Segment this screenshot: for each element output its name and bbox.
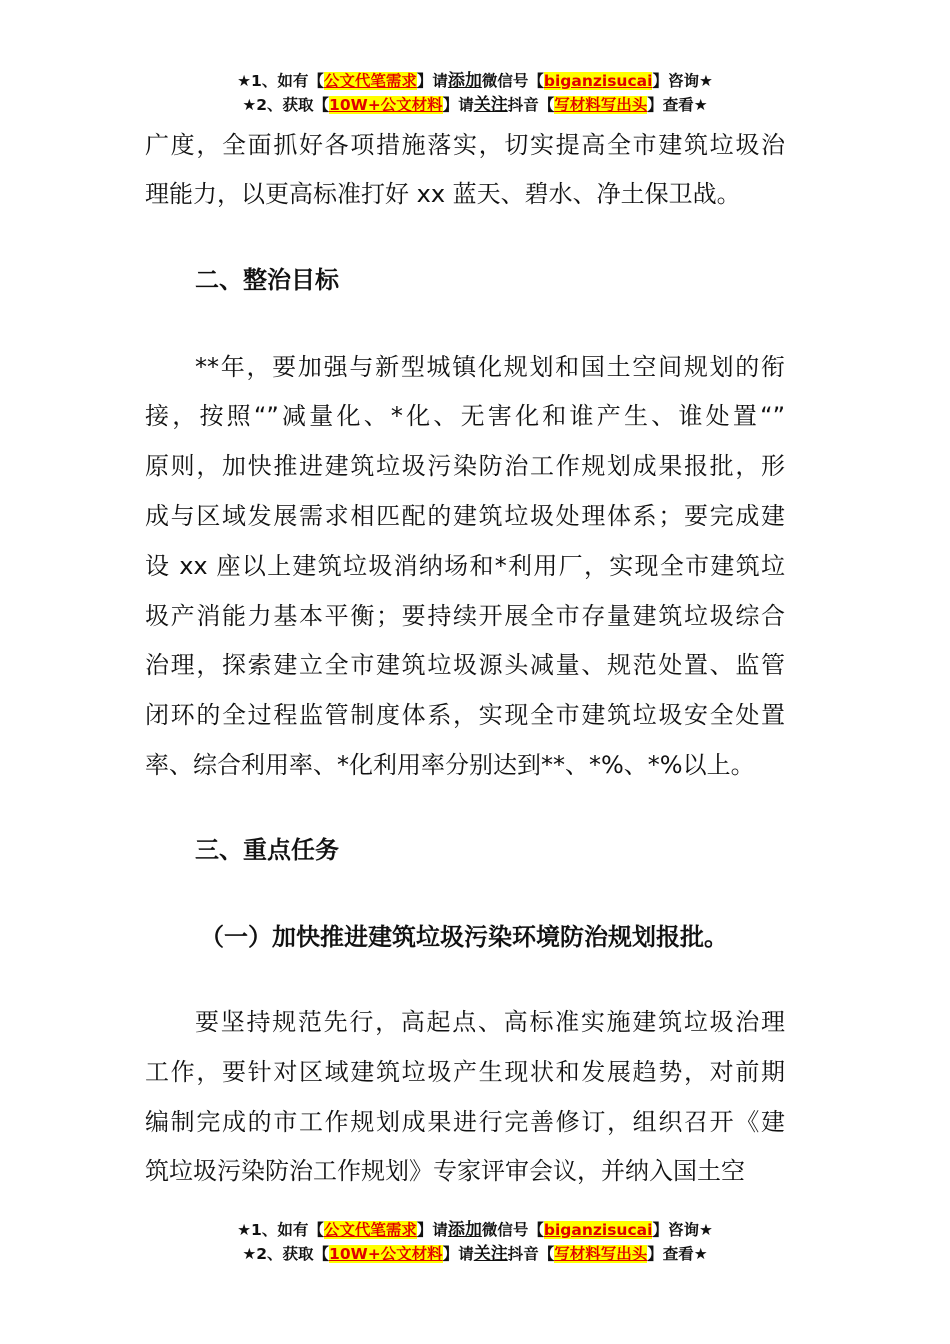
paragraph-line: 广度，全面抓好各项措施落实，切实提高全市建筑垃圾治	[145, 131, 785, 159]
paragraph-line: 原则，加快推进建筑垃圾污染防治工作规划成果报批，形	[145, 452, 785, 480]
banner-text: 抖音【	[507, 96, 555, 114]
paragraph-line: 率、综合利用率、*化利用率分别达到**、*%、*%以上。	[145, 751, 755, 779]
banner-line	[0, 93, 950, 117]
paragraph-line: 编制完成的市工作规划成果进行完善修订，组织召开《建	[145, 1108, 785, 1136]
banner-text: ★1、如有【	[237, 1221, 324, 1239]
subsection-heading: （一）加快推进建筑垃圾污染环境防治规划报批。	[200, 923, 728, 951]
banner-text: 关注	[473, 1244, 508, 1264]
banner-text: 】查看★	[647, 1245, 708, 1263]
paragraph-line: 圾产消能力基本平衡；要持续开展全市存量建筑垃圾综合	[145, 602, 785, 630]
section-heading: 二、整治目标	[195, 266, 339, 294]
paragraph-line: 理能力，以更高标准打好 xx 蓝天、碧水、净土保卫战。	[145, 180, 741, 208]
banner-text: 公文代笔需求	[323, 72, 417, 90]
banner-text: ★1、如有【	[237, 72, 324, 90]
paragraph-line: 治理，探索建立全市建筑垃圾源头减量、规范处置、监管	[145, 651, 785, 679]
banner-text: 添加	[447, 1220, 482, 1240]
paragraph-line: 成与区域发展需求相匹配的建筑垃圾处理体系；要完成建	[145, 502, 785, 530]
section-heading: 三、重点任务	[195, 836, 339, 864]
banner-text: 10W+公文材料	[329, 96, 443, 114]
banner-text: 写材料写出头	[554, 1245, 648, 1263]
header-banner	[0, 69, 950, 117]
banner-text: ★2、获取【	[242, 96, 330, 114]
banner-text: 10W+公文材料	[329, 1245, 443, 1263]
paragraph-line: 工作，要针对区域建筑垃圾产生现状和发展趋势，对前期	[145, 1058, 785, 1086]
banner-line	[0, 1242, 950, 1266]
banner-text: biganzisucai	[543, 1221, 653, 1239]
banner-text: 】请	[416, 72, 448, 90]
banner-line	[0, 69, 950, 93]
banner-text: 】咨询★	[652, 72, 713, 90]
paragraph-line: **年，要加强与新型城镇化规划和国土空间规划的衔	[195, 353, 785, 381]
banner-text: 微信号【	[481, 1221, 544, 1239]
banner-text: 】请	[442, 1245, 474, 1263]
banner-text: 】查看★	[647, 96, 708, 114]
banner-text: 公文代笔需求	[323, 1221, 417, 1239]
banner-text: biganzisucai	[543, 72, 653, 90]
banner-line	[0, 1218, 950, 1242]
banner-text: 】请	[416, 1221, 448, 1239]
paragraph-line: 设 xx 座以上建筑垃圾消纳场和*利用厂，实现全市建筑垃	[145, 552, 785, 580]
paragraph-line: 闭环的全过程监管制度体系，实现全市建筑垃圾安全处置	[145, 701, 785, 729]
banner-text: 写材料写出头	[554, 96, 648, 114]
paragraph-line: 接，按照“”减量化、*化、无害化和谁产生、谁处置“”	[145, 402, 785, 430]
banner-text: 】咨询★	[652, 1221, 713, 1239]
paragraph-line: 要坚持规范先行，高起点、高标准实施建筑垃圾治理	[195, 1008, 785, 1036]
banner-text: 】请	[442, 96, 474, 114]
banner-text: 关注	[473, 95, 508, 115]
banner-text: 微信号【	[481, 72, 544, 90]
banner-text: 添加	[447, 71, 482, 91]
banner-text: ★2、获取【	[242, 1245, 330, 1263]
paragraph-line: 筑垃圾污染防治工作规划》专家评审会议，并纳入国土空	[145, 1157, 745, 1185]
footer-banner	[0, 1218, 950, 1266]
banner-text: 抖音【	[507, 1245, 555, 1263]
